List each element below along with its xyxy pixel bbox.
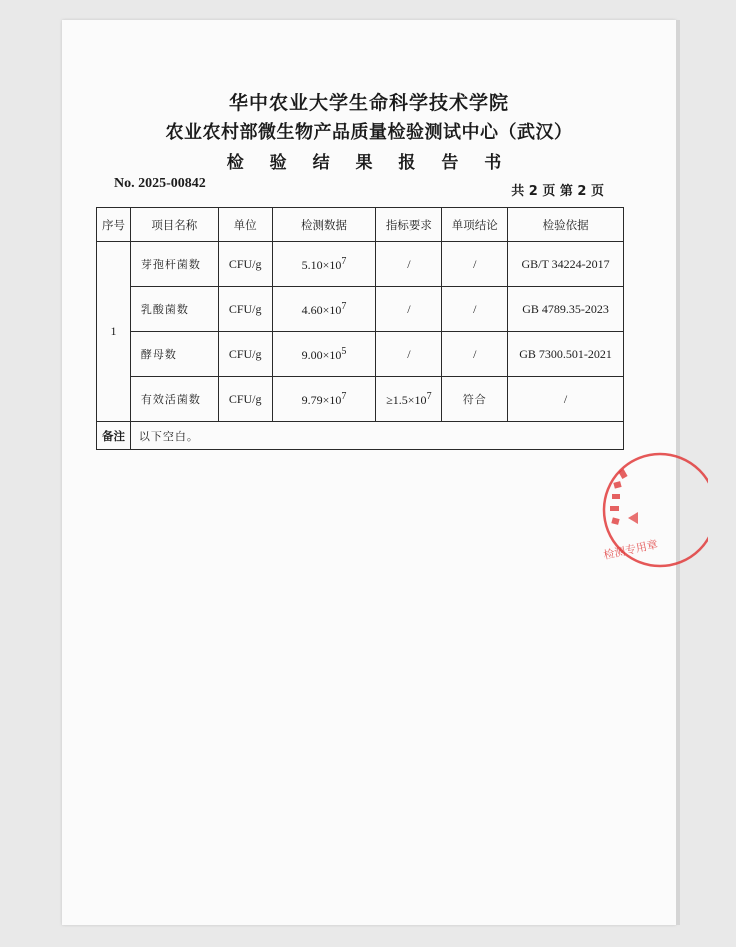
col-header-standard: 检验依据 (508, 208, 624, 242)
col-header-item-name: 项目名称 (130, 208, 218, 242)
col-header-sequence: 序号 (97, 208, 131, 242)
sequence-number: 1 (97, 242, 131, 422)
item-conclusion: 符合 (442, 377, 508, 422)
table-row (97, 332, 624, 377)
col-header-result: 检测数据 (272, 208, 376, 242)
item-requirement: / (376, 332, 442, 377)
report-title: 检 验 结 果 报 告 书 (226, 153, 512, 173)
item-unit: CFU/g (218, 242, 272, 287)
item-result: $9.00\times 10^5$ (272, 332, 376, 377)
seal-icon (588, 450, 708, 570)
item-name: 有效活菌数 (130, 377, 218, 422)
col-header-unit: 单位 (218, 208, 272, 242)
table-row (97, 287, 624, 332)
remark-text: 以下空白。 (130, 422, 623, 450)
item-requirement: $\ge 1.5\times 10^7$ (376, 377, 442, 422)
page-indicator: 共 2 页 第 2 页 (511, 184, 604, 199)
item-result: $9.79\times 10^7$ (272, 377, 376, 422)
testing-center-name: 农业农村部微生物产品质量检验测试中心（武汉） (165, 122, 573, 143)
item-standard: GB 7300.501-2021 (508, 332, 624, 377)
item-standard: / (508, 377, 624, 422)
col-header-conclusion: 单项结论 (442, 208, 508, 242)
item-name: 酵母数 (130, 332, 218, 377)
table-row (97, 242, 624, 287)
item-result: $4.60\times 10^7$ (272, 287, 376, 332)
remark-row (97, 422, 624, 450)
table-row (97, 377, 624, 422)
item-unit: CFU/g (218, 332, 272, 377)
item-name: 芽孢杆菌数 (130, 242, 218, 287)
item-conclusion: / (442, 287, 508, 332)
seal-text: 检测专用章 (602, 537, 659, 562)
item-conclusion: / (442, 332, 508, 377)
item-requirement: / (376, 242, 442, 287)
item-unit: CFU/g (218, 377, 272, 422)
official-seal-stamp (588, 450, 708, 570)
col-header-requirement: 指标要求 (376, 208, 442, 242)
item-standard: GB 4789.35-2023 (508, 287, 624, 332)
report-number: No. 2025-00842 (114, 176, 206, 191)
item-requirement: / (376, 287, 442, 332)
item-name: 乳酸菌数 (130, 287, 218, 332)
item-unit: CFU/g (218, 287, 272, 332)
table-header-row (97, 208, 624, 242)
results-table (96, 207, 624, 450)
item-result: $5.10\times 10^7$ (272, 242, 376, 287)
item-conclusion: / (442, 242, 508, 287)
report-page (62, 20, 676, 925)
remark-label: 备注 (97, 422, 131, 450)
institution-name: 华中农业大学生命科学技术学院 (228, 92, 509, 114)
item-standard: GB/T 34224-2017 (508, 242, 624, 287)
